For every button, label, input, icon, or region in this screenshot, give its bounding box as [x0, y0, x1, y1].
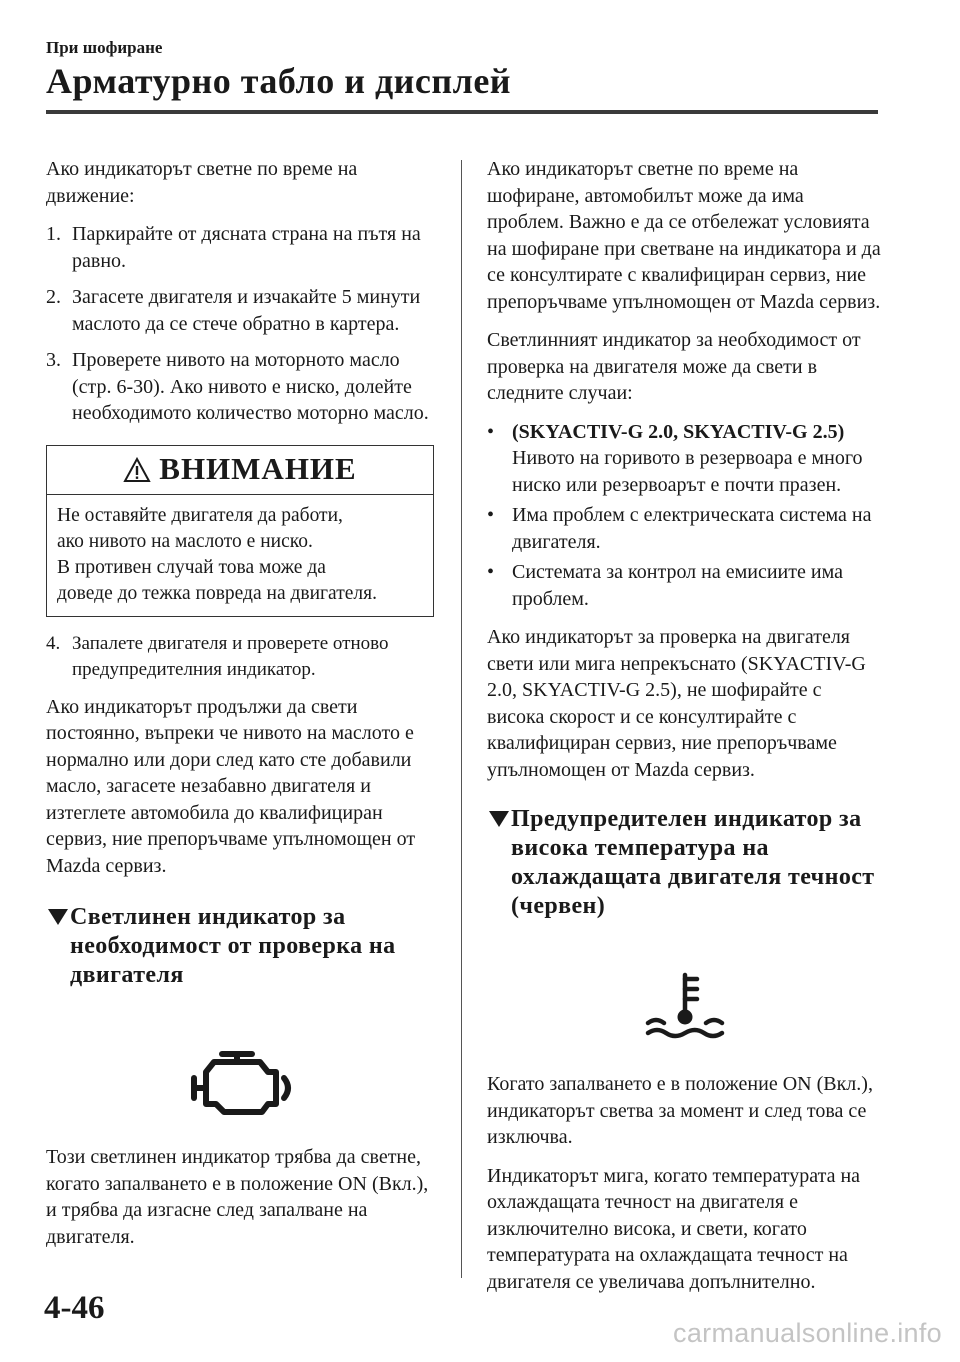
warning-line: доведе до тежка повреда на двигателя.: [57, 582, 377, 604]
coolant-blink-paragraph: Индикаторът мига, когато температурата на охлаждащата течност на двигателя е изключително висока, и свети, когато температурата на охлаждащата течност на двигателя се увеличава допълнително.: [487, 1164, 861, 1293]
step-text: Проверете нивото на моторното масло (стр. 6-30). Ако нивото е ниско, долейте необходимото количество моторно масло.: [72, 349, 429, 424]
step-number: 1.: [46, 223, 61, 245]
check-engine-heading: [46, 903, 434, 990]
blink-paragraph: Ако индикаторът за проверка на двигателя свети или мига непрекъснато (SKYACTIV-G 2.0, SKYACTIV-G 2.5), не шофирайте с висока скорост и се консултирайте с квалифициран сервиз, ние препоръчваме упълномощен от Mazda сервиз.: [487, 626, 866, 781]
coolant-heading-text: Предупредителен индикатор за висока температура на охлаждащата двигателя течност (червен): [511, 806, 875, 919]
list-item-text: Системата за контрол на емисиите има проблем.: [512, 561, 843, 610]
step-item: [46, 221, 434, 274]
list-item: [487, 559, 882, 612]
list-item-text: Има проблем с електрическата система на двигателя.: [512, 504, 872, 553]
bullet-dot: •: [487, 561, 495, 583]
steps-list: [46, 221, 434, 427]
watermark: carmanualsonline.info: [673, 1318, 942, 1348]
step-number: 4.: [46, 632, 61, 654]
bullet-dot: •: [487, 420, 495, 443]
warning-title: ВНИМАНИЕ: [159, 451, 357, 487]
driving-paragraph: Ако индикаторът светне по време на шофиране, автомобилът може да има проблем. Важно е да се отбележат условията на шофиране при светване на индикатора и да се консултирате с квалифициран сервиз, ние препоръчваме упълномощен от Mazda сервиз.: [487, 158, 881, 313]
check-engine-icon-wrap: [46, 1048, 434, 1118]
list-item: [487, 419, 882, 499]
coolant-temperature-icon: [640, 971, 730, 1043]
section-label: При шофиране: [46, 38, 163, 57]
section-triangle-icon: [46, 908, 70, 926]
step-text: Запалете двигателя и проверете отново предупредителния индикатор.: [72, 632, 389, 680]
step-item: [46, 284, 434, 337]
check-engine-icon: [184, 1048, 296, 1118]
warning-header: [47, 446, 433, 495]
warning-triangle-icon: [123, 457, 151, 483]
coolant-on-paragraph: Когато запалването е в положение ON (Вкл.), индикаторът светва за момент и след това се изключва.: [487, 1073, 873, 1148]
left-column: [46, 156, 434, 1262]
check-engine-paragraph: Този светлинен индикатор трябва да светне, когато запалването е в положение ON (Вкл.), и трябва да изгасне след запалване на двигателя.: [46, 1146, 429, 1248]
chapter-title: Арматурно табло и дисплей: [46, 61, 512, 101]
coolant-heading: [487, 805, 882, 921]
coolant-icon-wrap: [487, 971, 882, 1043]
intro-paragraph: Ако индикаторът светне по време на движение:: [46, 158, 358, 207]
warning-body: [47, 495, 433, 616]
warning-line: ако нивото на маслото е ниско.: [57, 530, 313, 552]
warning-line: В противен случай това може да: [57, 556, 326, 578]
list-item-content: [512, 419, 882, 499]
bullet-dot: •: [487, 504, 495, 526]
warning-box: [46, 445, 434, 617]
check-engine-heading-text: Светлинен индикатор за необходимост от проверка на двигателя: [70, 904, 396, 988]
list-item: [487, 502, 882, 555]
step-number: 2.: [46, 286, 61, 308]
step-number: 3.: [46, 349, 61, 371]
warning-line: Не оставяйте двигателя да работи,: [57, 504, 343, 526]
cases-list: [487, 419, 882, 613]
step-item: [46, 631, 434, 684]
step-text: Паркирайте от дясната страна на пътя на равно.: [72, 223, 421, 272]
list-item-bold: (SKYACTIV-G 2.0, SKYACTIV-G 2.5): [512, 420, 845, 443]
header-rule: [46, 110, 878, 114]
column-divider: [461, 160, 462, 1278]
persist-paragraph: Ако индикаторът продължи да свети постоянно, въпреки че нивото на маслото е нормално или дори след като сте добавили масло, загасете незабавно двигателя и изтеглете автомобила до квалифициран сервиз, ние препоръчваме упълномощен от Mazda сервиз.: [46, 695, 416, 877]
page-number: 4-46: [44, 1290, 105, 1326]
step-item: [46, 347, 434, 427]
step-text: Загасете двигателя и изчакайте 5 минути маслото да се стече обратно в картера.: [72, 286, 421, 335]
list-item-text: Нивото на горивото в резервоара е много ниско или резервоарът е почти празен.: [512, 447, 863, 496]
right-column: [487, 156, 882, 1307]
section-triangle-icon: [487, 810, 511, 828]
cases-paragraph: Светлинният индикатор за необходимост от проверка на двигателя може да свети в следните случаи:: [487, 329, 861, 404]
